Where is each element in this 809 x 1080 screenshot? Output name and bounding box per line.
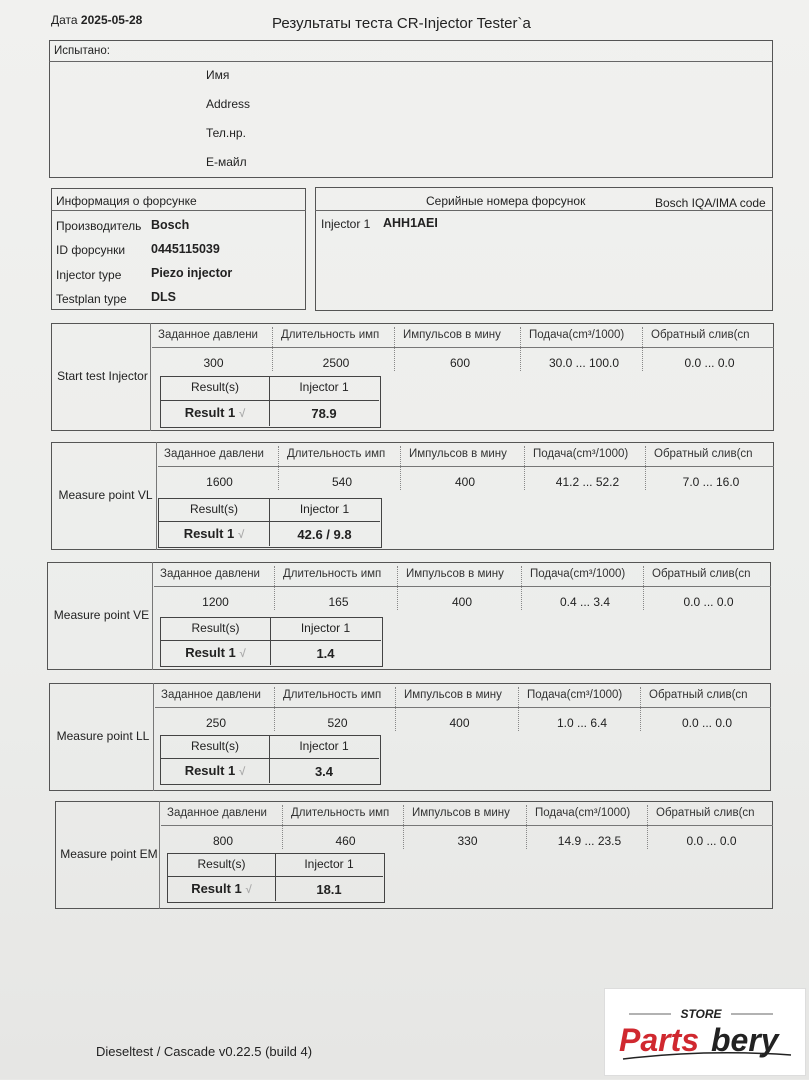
- serial-injector-label: Injector 1: [321, 217, 371, 231]
- column-header: Импульсов в мину: [403, 329, 501, 341]
- result-table: [160, 617, 383, 667]
- column-header: Длительность имп: [283, 568, 382, 580]
- test-value-duration: 520: [327, 716, 348, 730]
- test-value-pulses: 330: [457, 834, 478, 848]
- result-header-label: Result(s): [190, 739, 239, 753]
- result-row-label: [168, 881, 275, 896]
- column-header: Заданное давлени: [164, 448, 264, 460]
- logo-graphic: [605, 989, 805, 1075]
- test-value-return: 0.0 ... 0.0: [684, 356, 735, 370]
- column-header: Обратный слив(cn: [654, 448, 753, 460]
- result-value: 42.6 / 9.8: [297, 527, 352, 542]
- column-header: Импульсов в мину: [412, 807, 510, 819]
- test-value-delivery: 30.0 ... 100.0: [548, 356, 620, 370]
- column-separator: [520, 327, 521, 371]
- injector-type-label: Injector type: [56, 268, 122, 282]
- column-header: Обратный слив(cn: [656, 807, 755, 819]
- result-row-label: [161, 645, 270, 660]
- manufacturer-value: Bosch: [151, 218, 190, 232]
- header-divider: [154, 586, 771, 587]
- column-header: Подача(cm³/1000): [533, 448, 629, 460]
- test-value-duration: 2500: [322, 356, 350, 370]
- column-header: Подача(cm³/1000): [535, 807, 631, 819]
- tested-address: Address: [206, 97, 251, 111]
- manufacturer-label: Производитель: [56, 219, 142, 233]
- result-row-label: [161, 405, 269, 420]
- check-icon: √: [245, 884, 252, 896]
- header-divider: [158, 466, 774, 467]
- column-header: Импульсов в мину: [406, 568, 504, 580]
- column-separator: [518, 687, 519, 731]
- partsbery-logo: [604, 988, 806, 1076]
- result-header-label: Result(s): [191, 621, 240, 635]
- date-label: Дата: [51, 13, 78, 27]
- test-value-pressure: 250: [205, 716, 227, 730]
- test-value-pulses: 400: [449, 716, 470, 730]
- result-table: [160, 376, 381, 428]
- column-header: Длительность имп: [287, 448, 386, 460]
- tested-email: E-майл: [206, 155, 247, 169]
- column-header: Обратный слив(cn: [651, 329, 750, 341]
- result-row-label-text: Result 1: [185, 645, 236, 660]
- result-header-injector: Injector 1: [299, 502, 350, 516]
- result-header-injector: Injector 1: [299, 380, 349, 394]
- result-header-label: Result(s): [197, 857, 246, 871]
- column-header: Импульсов в мину: [409, 448, 507, 460]
- test-value-pressure: 800: [212, 834, 234, 848]
- name-column-divider: [156, 442, 157, 550]
- column-header: Заданное давлени: [161, 689, 261, 701]
- injector-id-label: ID форсунки: [56, 243, 126, 257]
- test-name: Start test Injector: [57, 369, 148, 383]
- column-separator: [643, 566, 644, 610]
- check-icon: √: [239, 648, 246, 660]
- serial-injector-code: AHH1AEI: [383, 216, 438, 230]
- column-separator: [642, 327, 643, 371]
- test-value-pressure: 300: [203, 356, 224, 370]
- test-value-duration: 460: [335, 834, 356, 848]
- column-header: Заданное давлени: [158, 329, 258, 341]
- test-value-return: 7.0 ... 16.0: [682, 475, 740, 489]
- test-value-return: 0.0 ... 0.0: [681, 716, 733, 730]
- test-value-pressure: 1200: [202, 595, 229, 609]
- tested-label: Испытано:: [54, 45, 110, 57]
- test-value-delivery: 0.4 ... 3.4: [559, 595, 611, 609]
- column-header: Импульсов в мину: [404, 689, 502, 701]
- check-icon: √: [239, 766, 246, 778]
- test-value-delivery: 1.0 ... 6.4: [556, 716, 608, 730]
- test-name: Measure point LL: [56, 729, 150, 743]
- column-separator: [521, 566, 522, 610]
- test-value-return: 0.0 ... 0.0: [686, 834, 737, 848]
- result-header-injector: Injector 1: [300, 621, 351, 635]
- result-value: 3.4: [314, 764, 334, 779]
- result-row-label: [159, 526, 269, 541]
- column-separator: [278, 446, 279, 490]
- logo-brand-a: Parts: [619, 1022, 700, 1058]
- test-name: Measure point VL: [58, 488, 153, 502]
- result-header-injector: Injector 1: [299, 739, 349, 753]
- result-table: [160, 735, 381, 785]
- result-table-row-divider: [168, 876, 383, 877]
- result-row-label-text: Result 1: [191, 881, 242, 896]
- serials-code-label: Bosch IQA/IMA code: [655, 196, 766, 210]
- test-value-delivery: 41.2 ... 52.2: [555, 475, 620, 489]
- header-divider: [152, 347, 774, 348]
- page-title: Результаты теста CR-Injector Tester`a: [272, 15, 531, 32]
- result-row-label-text: Result 1: [183, 526, 235, 541]
- logo-store-text: STORE: [680, 1007, 722, 1021]
- column-separator: [640, 687, 641, 731]
- result-table-row-divider: [159, 521, 380, 522]
- test-value-pressure: 1600: [206, 475, 233, 489]
- check-icon: √: [239, 408, 246, 420]
- column-header: Обратный слив(cn: [649, 689, 748, 701]
- serials-title: Серийные номера форсунок: [426, 194, 586, 208]
- date-value: 2025-05-28: [80, 13, 143, 27]
- date-line: [51, 13, 142, 27]
- column-separator: [395, 687, 396, 731]
- injector-id-value: 0445115039: [151, 242, 220, 256]
- check-icon: √: [238, 529, 245, 541]
- column-header: Длительность имп: [283, 689, 382, 701]
- footer-text: Dieseltest / Cascade v0.22.5 (build 4): [96, 1044, 313, 1059]
- header-divider: [161, 825, 773, 826]
- column-separator: [274, 566, 275, 610]
- test-value-pulses: 400: [454, 475, 476, 489]
- result-header-label: Result(s): [190, 380, 239, 394]
- column-header: Заданное давлени: [160, 568, 260, 580]
- test-name: Measure point VE: [53, 608, 150, 622]
- test-value-return: 0.0 ... 0.0: [683, 595, 734, 609]
- name-column-divider: [152, 562, 153, 670]
- result-value: 1.4: [316, 646, 335, 661]
- test-value-pulses: 400: [451, 595, 473, 609]
- header-divider: [155, 707, 771, 708]
- column-header: Подача(cm³/1000): [529, 329, 625, 341]
- result-table-row-divider: [161, 758, 379, 759]
- tested-phone: Тел.нр.: [206, 126, 246, 140]
- column-separator: [403, 805, 404, 849]
- column-header: Обратный слив(cn: [652, 568, 751, 580]
- test-value-duration: 540: [331, 475, 353, 489]
- result-value: 18.1: [316, 882, 342, 897]
- test-value-duration: 165: [328, 595, 349, 609]
- result-row-label-text: Result 1: [184, 405, 236, 420]
- result-table-row-divider: [161, 400, 379, 401]
- column-separator: [647, 805, 648, 849]
- result-table-row-divider: [161, 640, 381, 641]
- column-header: Заданное давлени: [167, 807, 267, 819]
- test-value-pulses: 600: [449, 356, 471, 370]
- test-name: Measure point EM: [60, 847, 158, 861]
- column-separator: [400, 446, 401, 490]
- column-separator: [526, 805, 527, 849]
- column-header: Подача(cm³/1000): [530, 568, 626, 580]
- column-header: Длительность имп: [291, 807, 390, 819]
- column-separator: [282, 805, 283, 849]
- column-header: Длительность имп: [281, 329, 380, 341]
- testplan-type-label: Testplan type: [56, 292, 127, 306]
- injector-info-title: Информация о форсунке: [56, 194, 197, 208]
- result-header-label: Result(s): [189, 502, 238, 516]
- result-table: [158, 498, 382, 548]
- result-row-label-text: Result 1: [184, 763, 236, 778]
- test-value-delivery: 14.9 ... 23.5: [557, 834, 622, 848]
- name-column-divider: [159, 801, 160, 909]
- logo-brand-b: bery: [711, 1022, 779, 1058]
- column-separator: [394, 327, 395, 371]
- column-header: Подача(cm³/1000): [527, 689, 623, 701]
- name-column-divider: [153, 683, 154, 791]
- column-separator: [524, 446, 525, 490]
- column-separator: [397, 566, 398, 610]
- column-separator: [272, 327, 273, 371]
- result-value: 78.9: [311, 406, 337, 421]
- testplan-type-value: DLS: [151, 290, 176, 304]
- result-row-label: [161, 763, 269, 778]
- column-separator: [274, 687, 275, 731]
- tested-name: Имя: [206, 68, 230, 82]
- result-header-injector: Injector 1: [304, 857, 354, 871]
- result-table: [167, 853, 385, 903]
- name-column-divider: [150, 323, 151, 431]
- column-separator: [645, 446, 646, 490]
- injector-type-value: Piezo injector: [151, 266, 233, 280]
